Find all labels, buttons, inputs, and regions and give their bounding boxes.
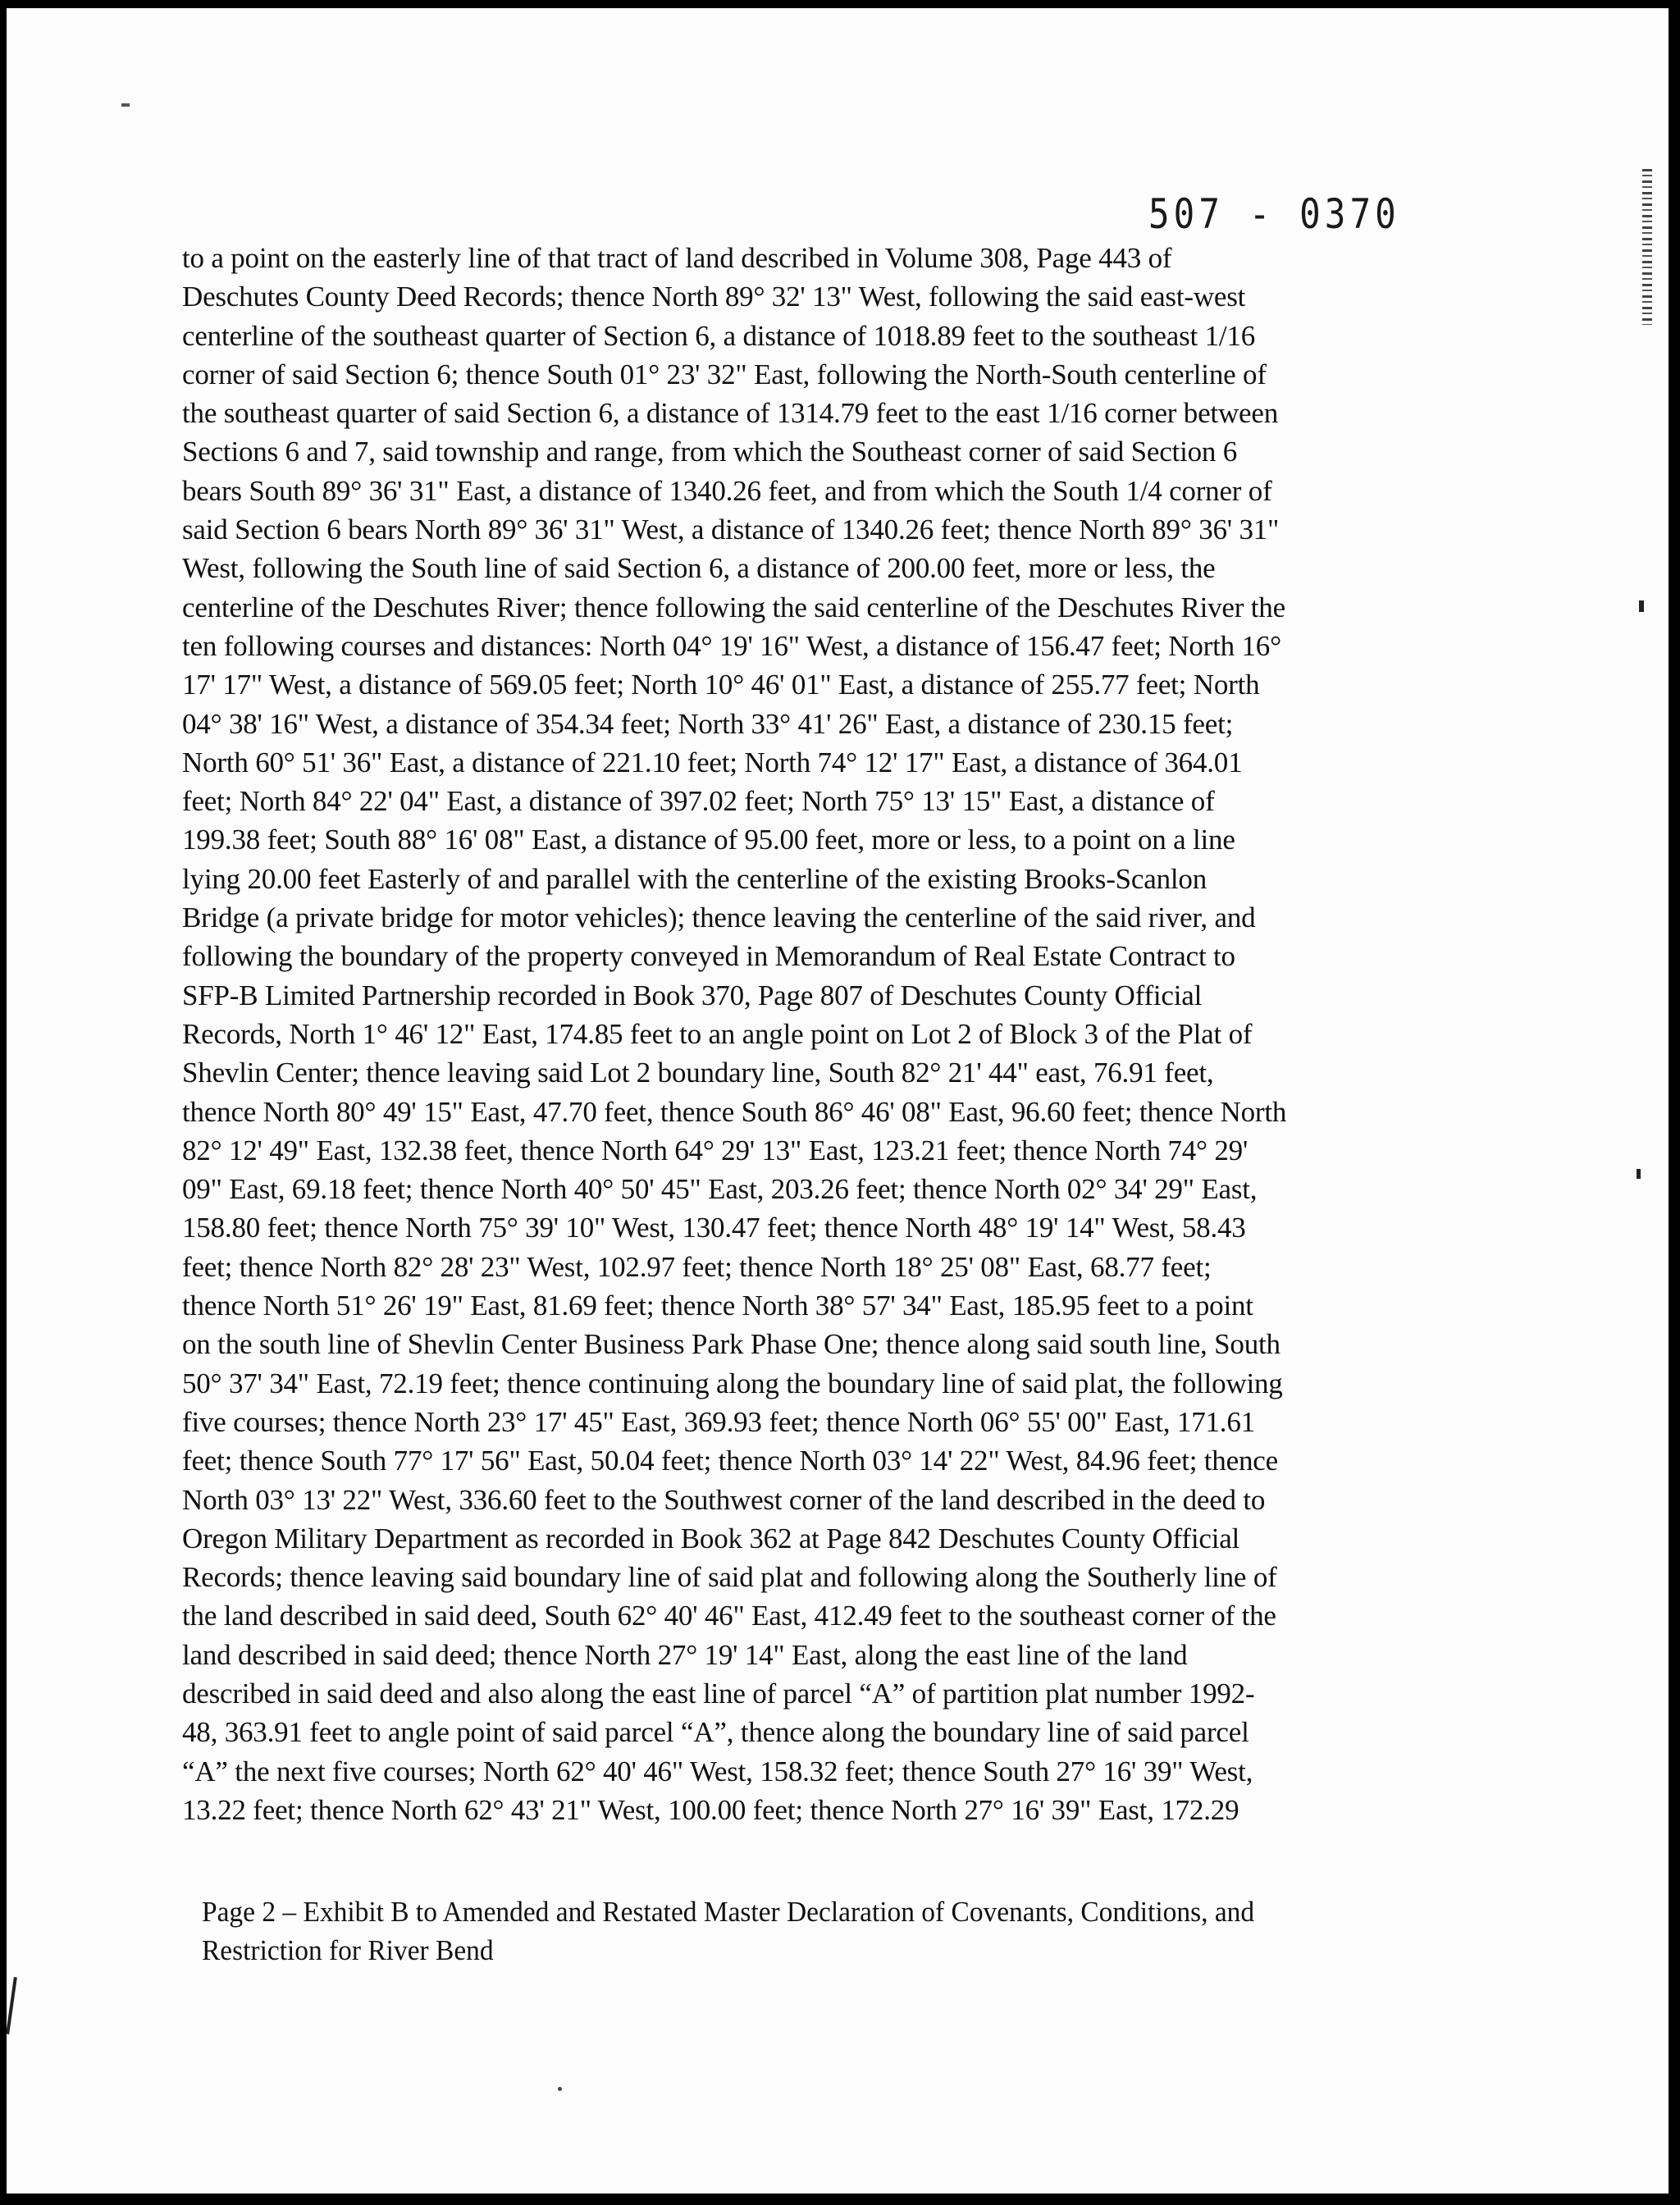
body-text-line: five courses; thence North 23° 17' 45" East, 369.93 feet; thence North 06° 55' 00" East, 171.61 bbox=[182, 1405, 1255, 1438]
footer-text-line: Restriction for River Bend bbox=[202, 1934, 494, 1966]
body-text-line: land described in said deed; thence North 27° 19' 14" East, along the east line of the land bbox=[182, 1638, 1188, 1671]
body-text-line: 82° 12' 49" East, 132.38 feet, thence North 64° 29' 13" East, 123.21 feet; thence North 74° 29' bbox=[182, 1134, 1249, 1166]
body-text-line: described in said deed and also along the east line of parcel “A” of partition plat number 1992- bbox=[182, 1677, 1255, 1710]
body-text-line: centerline of the southeast quarter of Section 6, a distance of 1018.89 feet to the southeast 1/16 bbox=[182, 319, 1256, 352]
body-text-line: thence North 51° 26' 19" East, 81.69 feet; thence North 38° 57' 34" East, 185.95 feet to a point bbox=[182, 1290, 1253, 1322]
footer-text-line: Page 2 – Exhibit B to Amended and Restated Master Declaration of Covenants, Conditions, and bbox=[202, 1896, 1255, 1928]
body-text-line: Shevlin Center; thence leaving said Lot 2 boundary line, South 82° 21' 44" east, 76.91 feet, bbox=[182, 1057, 1214, 1089]
body-text-line: 13.22 feet; thence North 62° 43' 21" West, 100.00 feet; thence North 27° 16' 39" East, 172.29 bbox=[182, 1793, 1239, 1826]
body-text-line: feet; thence South 77° 17' 56" East, 50.04 feet; thence North 03° 14' 22" West, 84.96 feet; thence bbox=[182, 1445, 1278, 1477]
body-text-line: corner of said Section 6; thence South 01° 23' 32" East, following the North-South centerline of bbox=[182, 358, 1267, 390]
body-text-line: the land described in said deed, South 62° 40' 46" East, 412.49 feet to the southeast corner of the bbox=[182, 1600, 1276, 1632]
body-text-line: “A” the next five courses; North 62° 40' 46" West, 158.32 feet; thence South 27° 16' 39" West, bbox=[182, 1755, 1253, 1787]
scan-mark bbox=[1637, 1169, 1641, 1179]
body-text-line: on the south line of Shevlin Center Business Park Phase One; thence along said south line, South bbox=[182, 1328, 1281, 1361]
body-text-line: Records; thence leaving said boundary line of said plat and following along the Southerly line of bbox=[182, 1561, 1277, 1594]
body-text-line: ten following courses and distances: North 04° 19' 16" West, a distance of 156.47 feet; North 16° bbox=[182, 629, 1281, 662]
body-text-line: North 60° 51' 36" East, a distance of 221.10 feet; North 74° 12' 17" East, a distance of 364.01 bbox=[182, 746, 1243, 778]
document-page bbox=[7, 8, 1669, 2194]
body-text-line: 50° 37' 34" East, 72.19 feet; thence continuing along the boundary line of said plat, the following bbox=[182, 1367, 1283, 1399]
body-text-line: bears South 89° 36' 31" East, a distance of 1340.26 feet, and from which the South 1/4 corner of bbox=[182, 474, 1272, 507]
record-stamp-number: 507 - 0370 bbox=[1148, 190, 1400, 238]
body-text-line: 17' 17" West, a distance of 569.05 feet; North 10° 46' 01" East, a distance of 255.77 feet; North bbox=[182, 669, 1260, 701]
body-text-line: Sections 6 and 7, said township and range, from which the Southeast corner of said Section 6 bbox=[182, 436, 1238, 468]
body-text-line: SFP-B Limited Partnership recorded in Book 370, Page 807 of Deschutes County Official bbox=[182, 979, 1203, 1011]
scan-speck bbox=[558, 2087, 562, 2091]
legal-description-body bbox=[182, 239, 1445, 1829]
scan-edge-noise bbox=[1642, 169, 1652, 325]
scan-mark bbox=[7, 1977, 17, 2034]
body-text-line: Deschutes County Deed Records; thence North 89° 32' 13" West, following the said east-west bbox=[182, 281, 1246, 313]
body-text-line: said Section 6 bears North 89° 36' 31" West, a distance of 1340.26 feet; thence North 89° 36' 31" bbox=[182, 514, 1280, 546]
body-text-line: to a point on the easterly line of that tract of land described in Volume 308, Page 443 of bbox=[182, 242, 1172, 274]
scan-speck bbox=[121, 103, 130, 107]
body-text-line: feet; thence North 82° 28' 23" West, 102.97 feet; thence North 18° 25' 08" East, 68.77 feet; bbox=[182, 1250, 1212, 1283]
body-text-line: 04° 38' 16" West, a distance of 354.34 feet; North 33° 41' 26" East, a distance of 230.15 feet; bbox=[182, 707, 1234, 740]
body-text-line: 09" East, 69.18 feet; thence North 40° 50' 45" East, 203.26 feet; thence North 02° 34' 29" East, bbox=[182, 1173, 1258, 1206]
page-footer bbox=[202, 1892, 1481, 1970]
body-text-line: thence North 80° 49' 15" East, 47.70 feet, thence South 86° 46' 08" East, 96.60 feet; thence North bbox=[182, 1095, 1287, 1128]
body-text-line: 158.80 feet; thence North 75° 39' 10" West, 130.47 feet; thence North 48° 19' 14" West, 58.43 bbox=[182, 1212, 1246, 1244]
body-text-line: feet; North 84° 22' 04" East, a distance of 397.02 feet; North 75° 13' 15" East, a distance of bbox=[182, 785, 1215, 818]
scan-mark bbox=[1639, 600, 1644, 612]
body-text-line: following the boundary of the property conveyed in Memorandum of Real Estate Contract to bbox=[182, 940, 1235, 973]
body-text-line: 48, 363.91 feet to angle point of said parcel “A”, thence along the boundary line of said parcel bbox=[182, 1716, 1249, 1749]
body-text-line: West, following the South line of said Section 6, a distance of 200.00 feet, more or less, the bbox=[182, 552, 1216, 585]
body-text-line: Oregon Military Department as recorded in Book 362 at Page 842 Deschutes County Official bbox=[182, 1522, 1240, 1554]
body-text-line: 199.38 feet; South 88° 16' 08" East, a distance of 95.00 feet, more or less, to a point on a line bbox=[182, 824, 1235, 856]
body-text-line: centerline of the Deschutes River; thence following the said centerline of the Deschutes River the bbox=[182, 591, 1285, 623]
body-text-line: lying 20.00 feet Easterly of and parallel with the centerline of the existing Brooks-Scanlon bbox=[182, 862, 1208, 895]
body-text-line: Records, North 1° 46' 12" East, 174.85 feet to an angle point on Lot 2 of Block 3 of the Plat of bbox=[182, 1017, 1253, 1050]
body-text-line: the southeast quarter of said Section 6, a distance of 1314.79 feet to the east 1/16 corner between bbox=[182, 397, 1279, 430]
body-text-line: Bridge (a private bridge for motor vehicles); thence leaving the centerline of the said river, and bbox=[182, 902, 1256, 934]
body-text-line: North 03° 13' 22" West, 336.60 feet to the Southwest corner of the land described in the deed to bbox=[182, 1483, 1266, 1516]
